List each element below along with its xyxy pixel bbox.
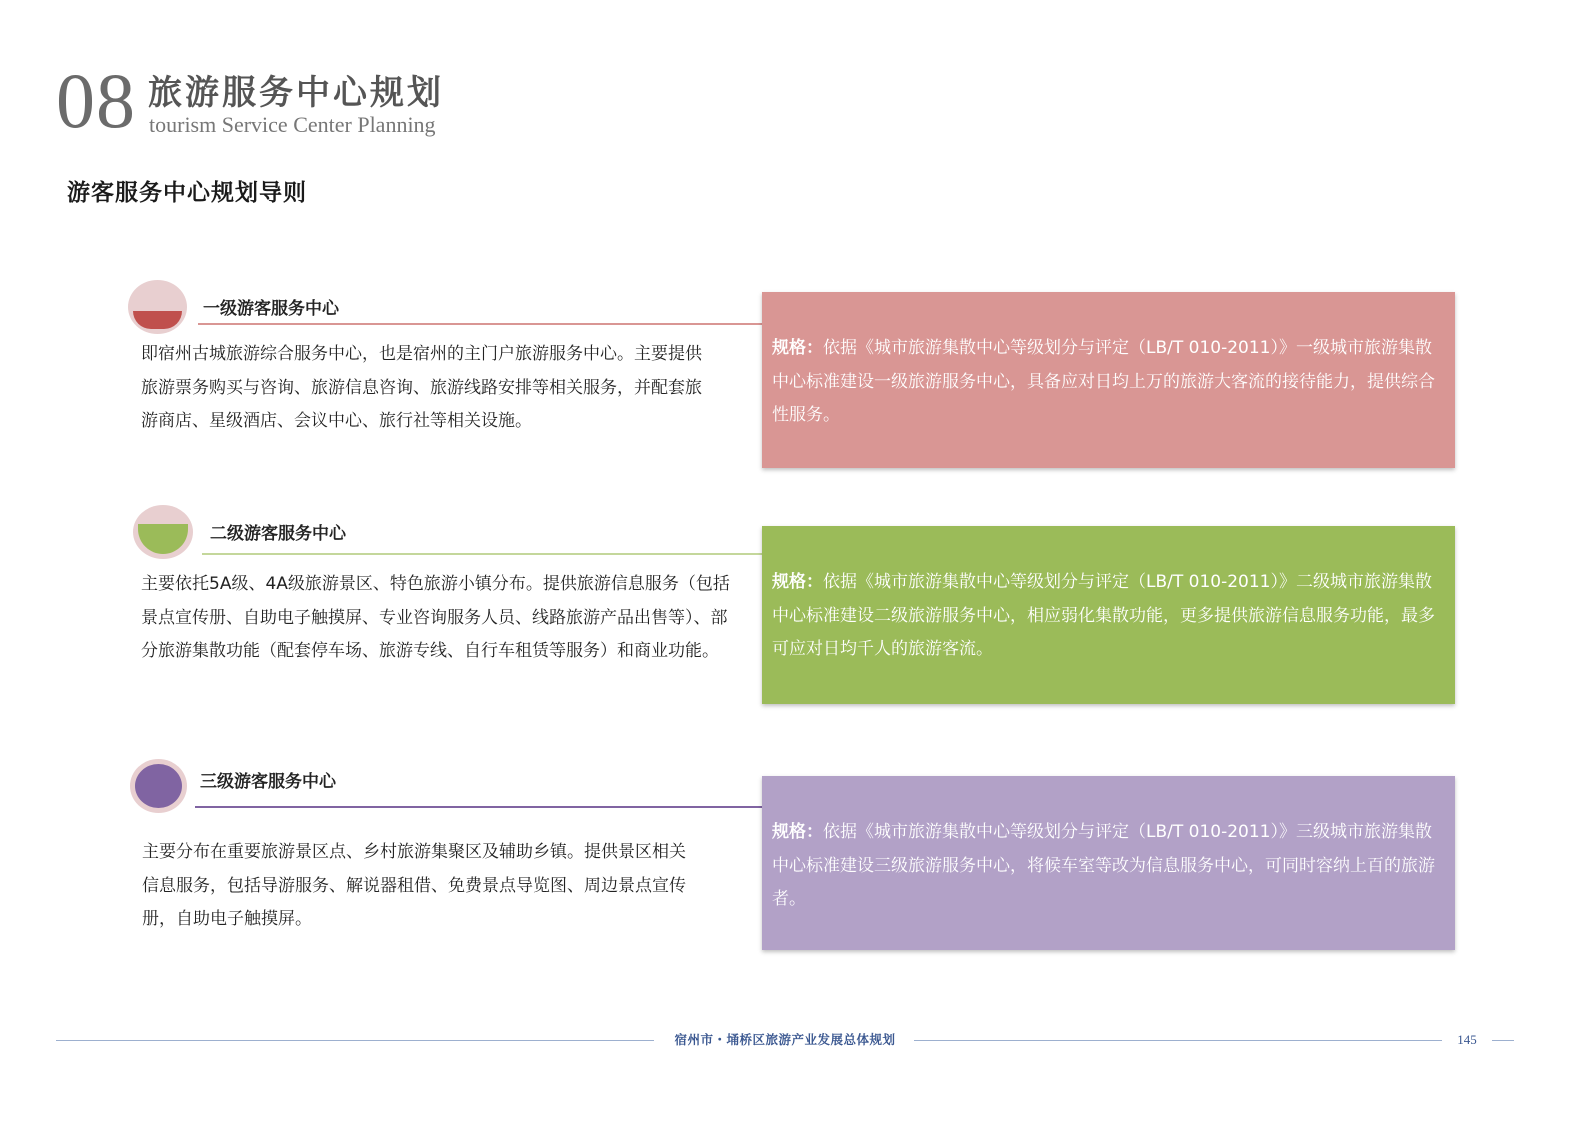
tier-3-title: 三级游客服务中心 — [200, 772, 336, 792]
tier-2-spec-label: 规格： — [772, 572, 823, 592]
tier-2-level-icon — [133, 505, 193, 559]
tier-3-spec-text: 依据《城市旅游集散中心等级划分与评定（LB/T 010-2011）》三级城市旅游集散中心标准建设三级旅游服务中心，将候车室等改为信息服务中心，可同时容纳上百的旅游者。 — [772, 822, 1435, 909]
footer-title: 宿州市・埇桥区旅游产业发展总体规划 — [674, 1032, 896, 1047]
tier-1-description: 即宿州古城旅游综合服务中心，也是宿州的主门户旅游服务中心。主要提供旅游票务购买与咨询、旅游信息咨询、旅游线路安排等相关服务，并配套旅游商店、星级酒店、会议中心、旅行社等相关设施。 — [141, 344, 702, 431]
tier-1-spec-box — [762, 292, 1455, 468]
tier-1-title: 一级游客服务中心 — [203, 299, 339, 319]
chapter-number: 08 — [56, 57, 136, 144]
tier-1-divider — [198, 323, 763, 325]
tier-2-divider — [202, 553, 762, 555]
tier-2-title: 二级游客服务中心 — [210, 524, 346, 544]
tier-3-level-fill — [135, 764, 182, 808]
tier-2-level-fill — [138, 524, 188, 554]
chapter-subtitle-en: tourism Service Center Planning — [149, 112, 436, 137]
footer-rule-middle — [914, 1040, 1442, 1041]
tier-2-description: 主要依托5A级、4A级旅游景区、特色旅游小镇分布。提供旅游信息服务（包括景点宣传册、自助电子触摸屏、专业咨询服务人员、线路旅游产品出售等）、部分旅游集散功能（配套停车场、旅游专线、自行车租赁等服务）和商业功能。 — [141, 574, 730, 661]
tier-2-spec-box — [762, 526, 1455, 704]
tier-1-level-icon — [128, 280, 187, 334]
footer-rule-right — [1492, 1040, 1514, 1041]
page-title: 游客服务中心规划导则 — [67, 179, 307, 206]
tier-3-spec-box — [762, 776, 1455, 950]
tier-3-divider — [195, 806, 762, 808]
tier-1-spec-label: 规格： — [772, 338, 823, 358]
tier-1-spec-text: 依据《城市旅游集散中心等级划分与评定（LB/T 010-2011）》一级城市旅游集散中心标准建设一级旅游服务中心，具备应对日均上万的旅游大客流的接待能力，提供综合性服务。 — [772, 338, 1435, 425]
footer-rule-left — [56, 1040, 654, 1041]
tier-3-description: 主要分布在重要旅游景区点、乡村旅游集聚区及辅助乡镇。提供景区相关信息服务，包括导游服务、解说器租借、免费景点导览图、周边景点宣传册，自助电子触摸屏。 — [142, 842, 686, 929]
page-number: 145 — [1457, 1032, 1477, 1047]
chapter-title: 旅游服务中心规划 — [148, 73, 444, 113]
tier-2-spec-text: 依据《城市旅游集散中心等级划分与评定（LB/T 010-2011）》二级城市旅游集散中心标准建设二级旅游服务中心，相应弱化集散功能，更多提供旅游信息服务功能，最多可应对日均千人的旅游客流。 — [772, 572, 1435, 659]
tier-1-level-fill — [133, 311, 182, 329]
tier-3-level-icon — [130, 759, 187, 813]
tier-3-spec-label: 规格： — [772, 822, 823, 842]
